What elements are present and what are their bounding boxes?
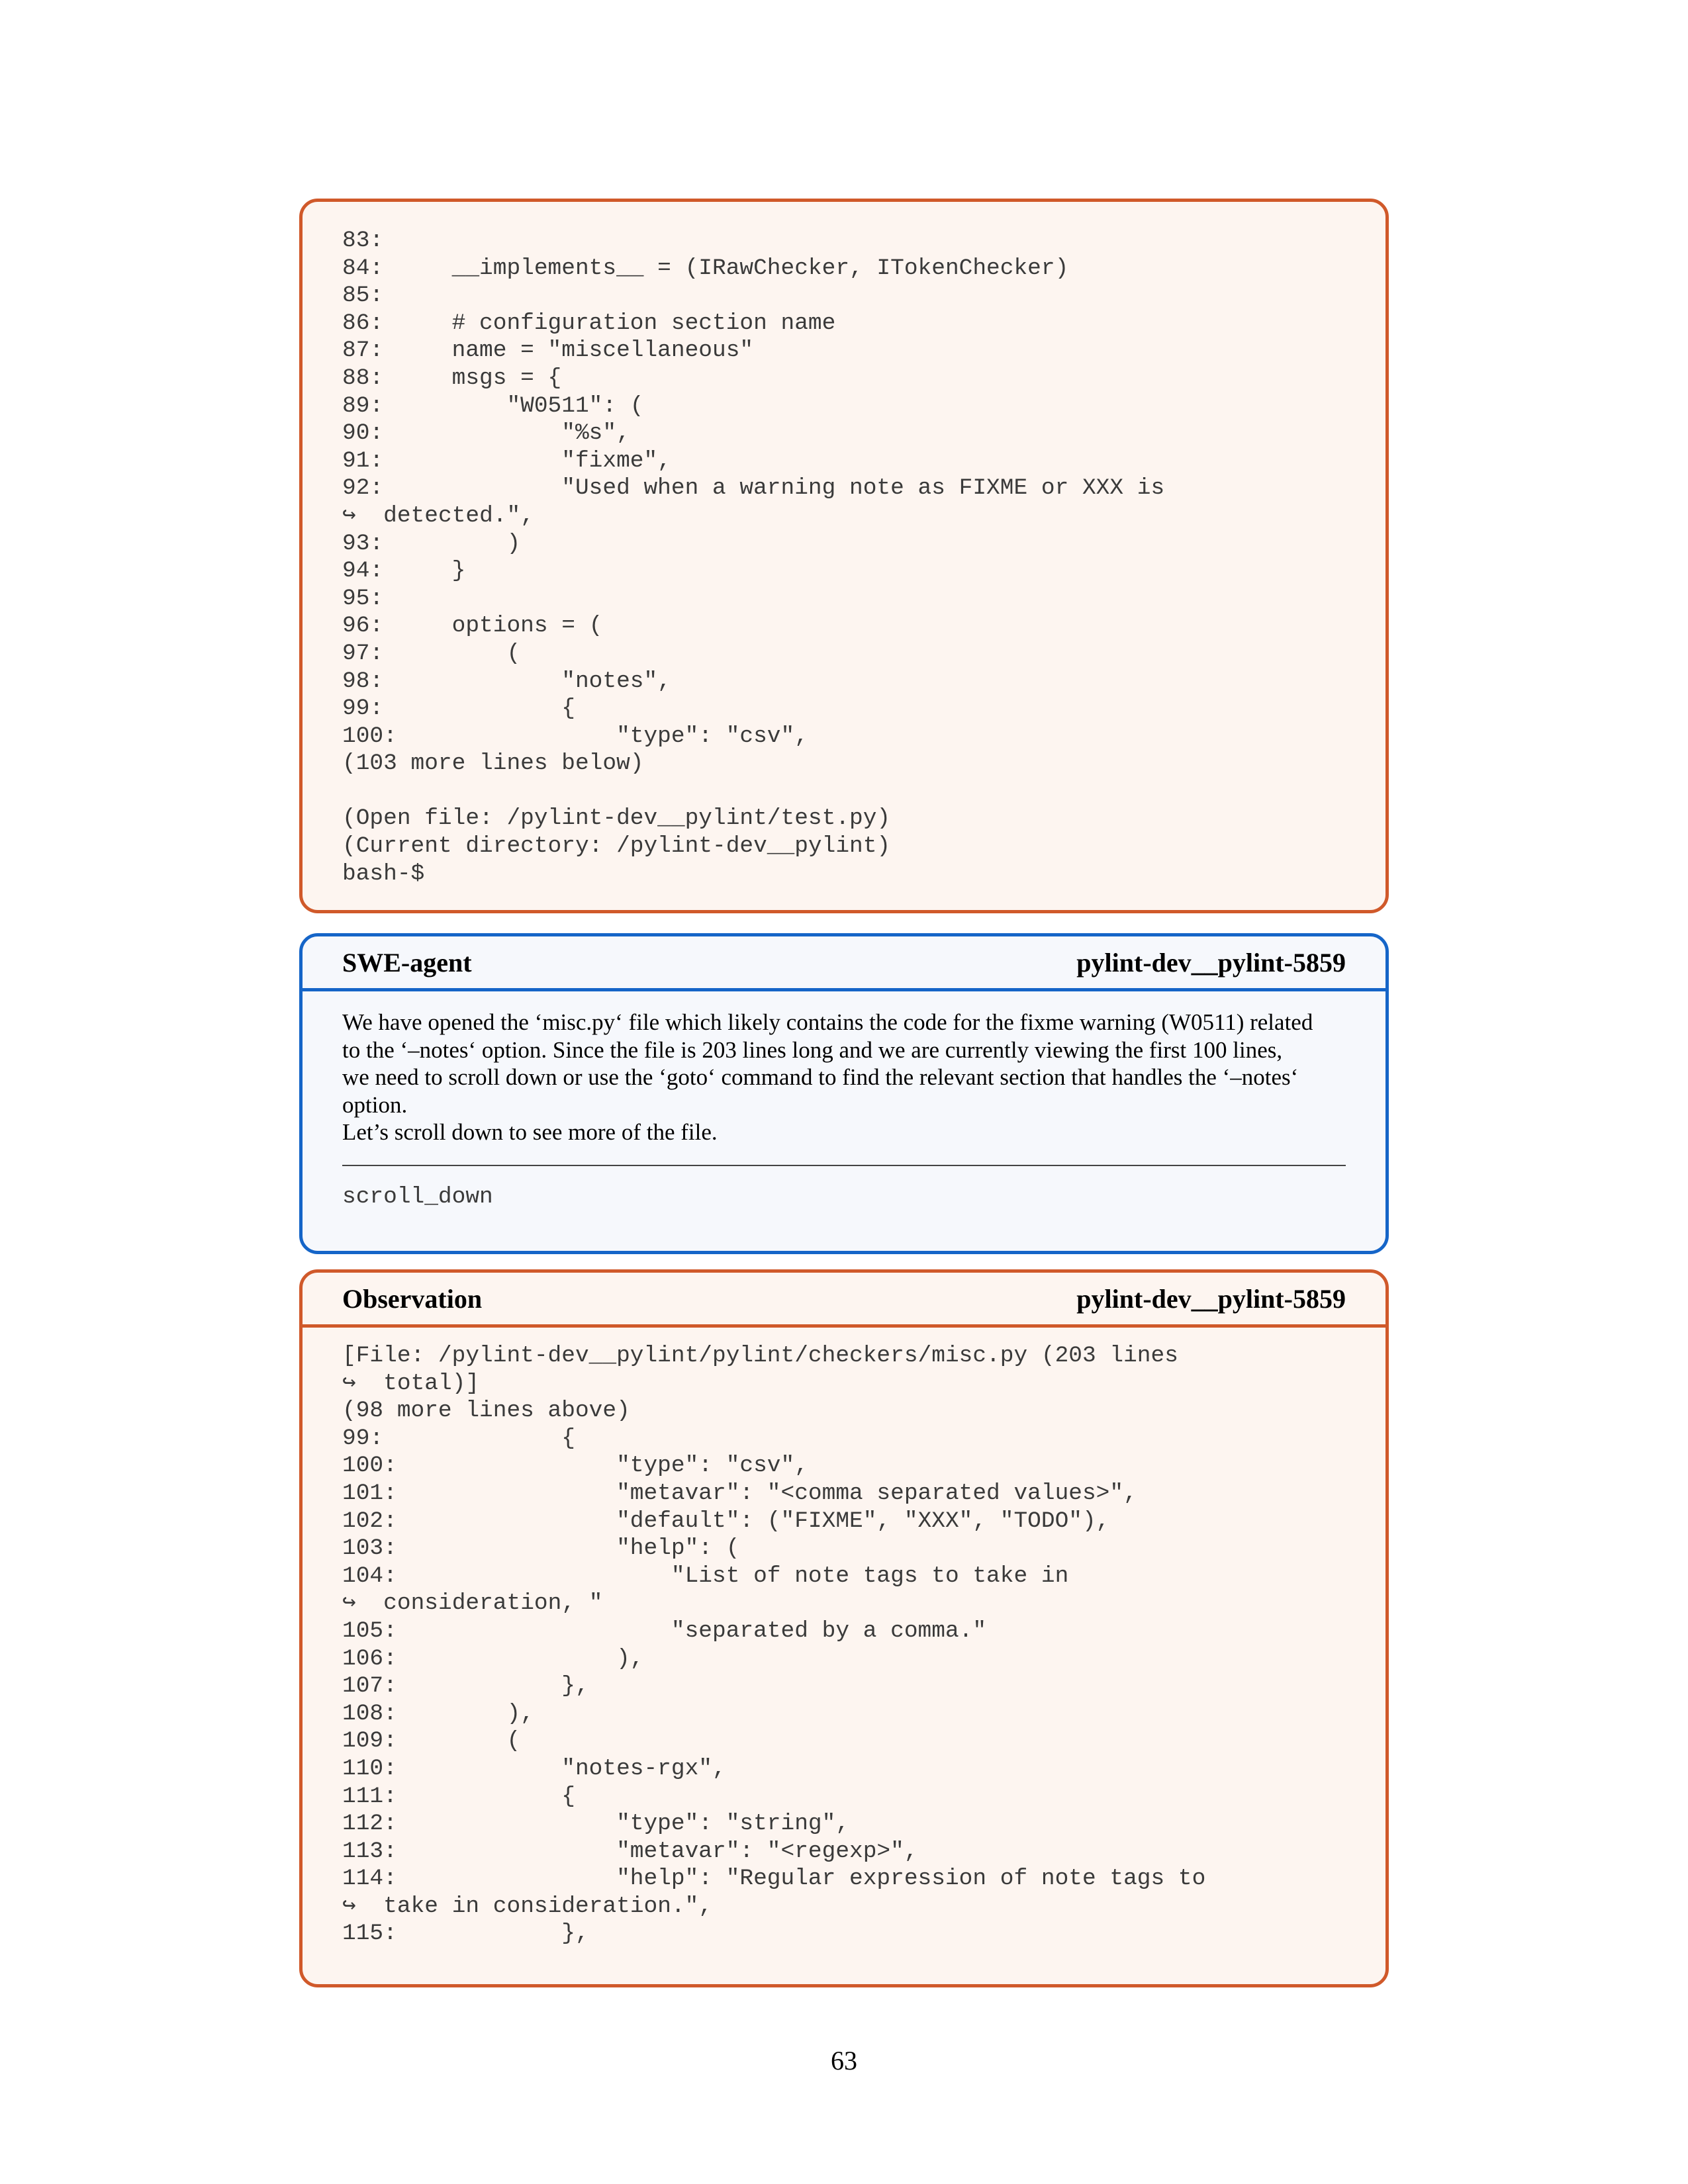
code-line: 97: ( xyxy=(342,640,521,666)
code-line: 93: ) xyxy=(342,530,521,557)
code-line: [File: /pylint-dev__pylint/pylint/checkers/misc.py (203 lines xyxy=(342,1343,1178,1369)
code-line: ↪ detected.", xyxy=(342,502,534,529)
code-line: 106: ), xyxy=(342,1645,644,1672)
code-line: 103: "help": ( xyxy=(342,1535,740,1562)
code-line: 89: "W0511": ( xyxy=(342,392,644,419)
code-line: 87: name = "miscellaneous" xyxy=(342,338,754,364)
thought-line: option. xyxy=(342,1091,408,1118)
agent-box-header xyxy=(303,936,1385,991)
code-line: 88: msgs = { xyxy=(342,365,562,391)
code-output xyxy=(303,227,1385,887)
code-line: 115: }, xyxy=(342,1921,589,1947)
code-line: 109: ( xyxy=(342,1728,521,1754)
code-line: (Open file: /pylint-dev__pylint/test.py) xyxy=(342,805,891,832)
code-line: (Current directory: /pylint-dev__pylint) xyxy=(342,833,891,860)
code-line: 84: __implements__ = (IRawChecker, ITokenChecker) xyxy=(342,255,1069,281)
code-line: ↪ total)] xyxy=(342,1370,480,1396)
code-line: 100: "type": "csv", xyxy=(342,1453,808,1479)
code-line: 92: "Used when a warning note as FIXME or XXX is xyxy=(342,475,1165,502)
swe-agent-box xyxy=(299,933,1389,1254)
code-line: 110: "notes-rgx", xyxy=(342,1755,726,1782)
code-line: 114: "help": "Regular expression of note tags to xyxy=(342,1866,1206,1892)
code-line xyxy=(342,778,1385,805)
code-line: ↪ consideration, " xyxy=(342,1590,603,1617)
code-line: 98: "notes", xyxy=(342,668,671,694)
thought-line: we need to scroll down or use the ‘goto‘ command to find the relevant section that handles the ‘–notes‘ xyxy=(342,1064,1299,1091)
code-line: 96: options = ( xyxy=(342,613,603,639)
observation-box-continued xyxy=(299,199,1389,913)
code-line: 90: "%s", xyxy=(342,420,630,447)
code-line: 112: "type": "string", xyxy=(342,1811,850,1837)
code-line: (98 more lines above) xyxy=(342,1398,630,1424)
page-number: 63 xyxy=(831,2046,857,2075)
thought-line: We have opened the ‘misc.py‘ file which likely contains the code for the fixme warning (W0511) related xyxy=(342,1009,1313,1035)
code-output xyxy=(303,1342,1385,1948)
code-line: 91: "fixme", xyxy=(342,447,671,474)
observation-box xyxy=(299,1269,1389,1987)
code-line: 111: { xyxy=(342,1783,575,1809)
agent-thought xyxy=(303,1009,1385,1146)
observation-box-header xyxy=(303,1273,1385,1328)
code-line: 101: "metavar": "<comma separated values>", xyxy=(342,1480,1137,1506)
agent-command: scroll_down xyxy=(342,1183,493,1210)
code-line: 95: xyxy=(342,585,384,612)
thought-line: to the ‘–notes‘ option. Since the file is 203 lines long and we are currently viewing the first 100 lines, xyxy=(342,1036,1283,1063)
divider xyxy=(342,1165,1346,1166)
code-line: 102: "default": ("FIXME", "XXX", "TODO"), xyxy=(342,1508,1110,1534)
code-line: 113: "metavar": "<regexp>", xyxy=(342,1838,918,1864)
code-line: 83: xyxy=(342,228,384,253)
thought-line: Let’s scroll down to see more of the file. xyxy=(342,1119,718,1146)
instance-id: pylint-dev__pylint-5859 xyxy=(1076,947,1346,978)
agent-box-title: SWE-agent xyxy=(342,947,472,978)
code-line: 100: "type": "csv", xyxy=(342,723,808,749)
observation-box-title: Observation xyxy=(342,1283,483,1314)
code-line: ↪ take in consideration.", xyxy=(342,1893,713,1919)
code-line: 104: "List of note tags to take in xyxy=(342,1563,1069,1589)
code-line: 107: }, xyxy=(342,1673,589,1700)
code-line: (103 more lines below) xyxy=(342,751,644,777)
code-line: 94: } xyxy=(342,558,466,584)
code-line: 105: "separated by a comma." xyxy=(342,1617,987,1644)
code-line: 85: xyxy=(342,283,384,309)
code-line: 99: { xyxy=(342,696,575,722)
instance-id: pylint-dev__pylint-5859 xyxy=(1076,1283,1346,1314)
code-line: bash-$ xyxy=(342,860,425,887)
code-line: 108: ), xyxy=(342,1700,534,1727)
code-line: 86: # configuration section name xyxy=(342,310,836,336)
code-line: 99: { xyxy=(342,1425,575,1451)
